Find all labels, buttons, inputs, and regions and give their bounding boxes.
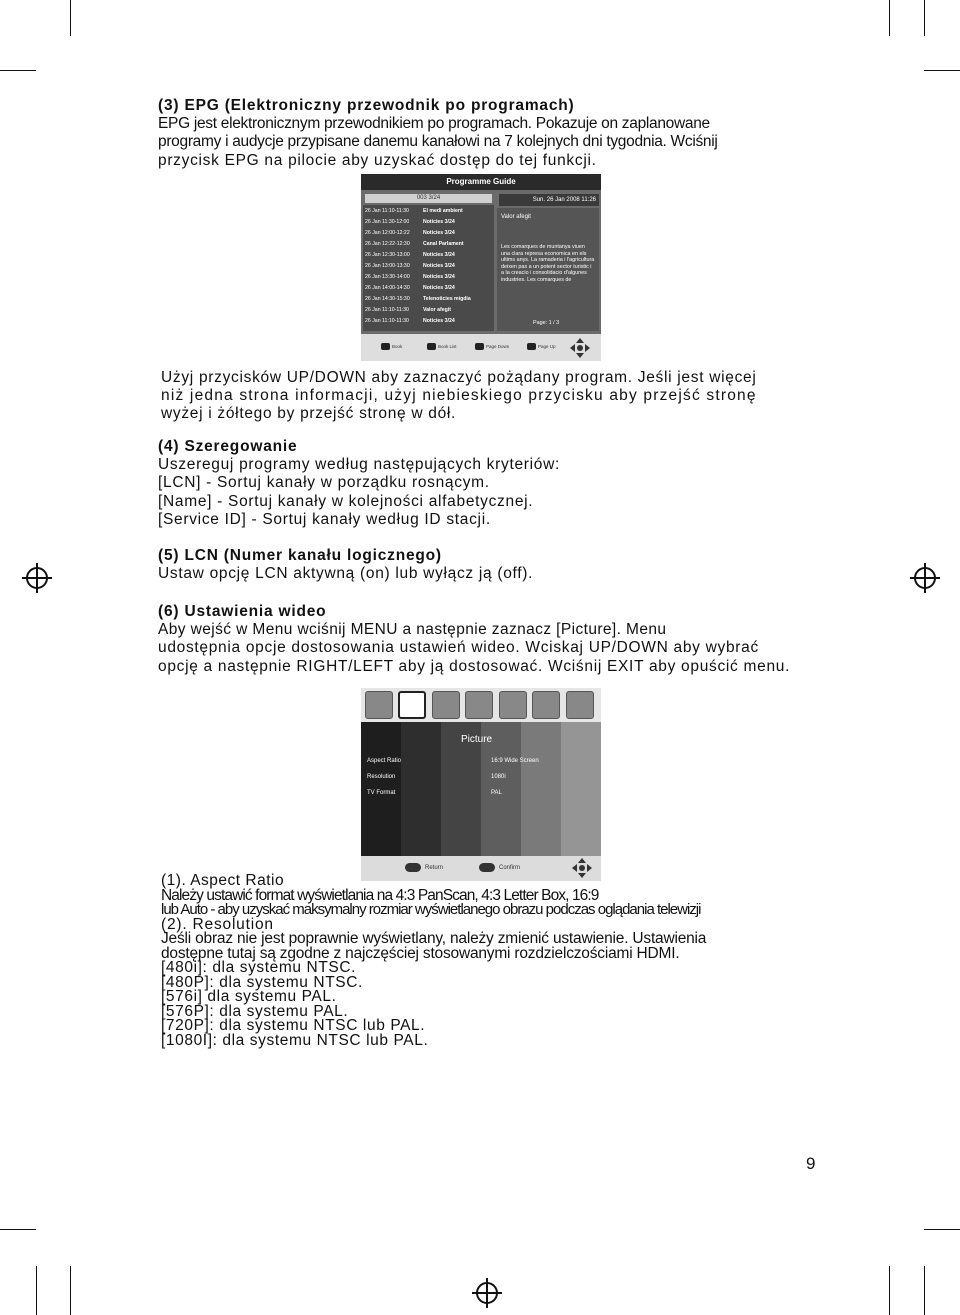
- setting-value: 16:9 Wide Screen: [491, 758, 539, 764]
- note-line: [1080I]: dla systemu NTSC lub PAL.: [161, 1031, 429, 1049]
- section-lcn: [158, 547, 858, 583]
- paragraph-line: Uszereguj programy według następujących kryteriów:: [158, 456, 560, 474]
- crop-mark: [889, 1266, 890, 1315]
- ok-key-icon: [479, 863, 495, 872]
- return-hint: Return: [405, 863, 443, 874]
- epg-info-panel: [497, 208, 599, 331]
- list-item: 26 Jan 11:10-11:30 Noticies 3/24: [365, 318, 455, 324]
- note-line: [576P]: dla systemu PAL.: [161, 1002, 349, 1020]
- clock-icon: [465, 691, 493, 719]
- note-line: lub Auto - aby uzyskać maksymalny rozmiar wyświetlanego obrazu podczas oglądania telewizji: [161, 901, 701, 918]
- epg-page-down-button: Page Down: [475, 342, 509, 352]
- crop-mark: [70, 1266, 71, 1315]
- list-item: 26 Jan 14:30-15:30 Telenoticies migdia: [365, 296, 471, 302]
- paragraph-line: [LCN] - Sortuj kanały w porządku rosnącym.: [158, 474, 490, 492]
- list-item: 26 Jan 11:10-11:30 Valor afegit: [365, 307, 451, 313]
- paragraph-line: niż jedna strona informacji, użyj niebieskiego przycisku aby przejść stronę: [161, 387, 757, 405]
- setting-value: PAL: [491, 790, 502, 796]
- paragraph-line: EPG jest elektronicznym przewodnikiem po programach. Pokazuje on zaplanowane: [158, 115, 710, 133]
- menu-icon-bar: [361, 688, 601, 722]
- crop-mark: [924, 1229, 960, 1230]
- epg-book-list-button: Book List: [427, 342, 457, 352]
- setting-label: Resolution: [367, 774, 396, 780]
- paragraph-line: [Service ID] - Sortuj kanały według ID stacji.: [158, 510, 491, 528]
- note-heading: (2). Resolution: [161, 915, 274, 933]
- epg-usage-paragraph: [161, 369, 861, 424]
- section-heading: (6) Ustawienia wideo: [158, 603, 327, 620]
- book-key-icon: [381, 343, 390, 350]
- section-sorting: [158, 438, 858, 529]
- registration-mark-icon: [472, 1278, 502, 1308]
- list-item: 26 Jan 12:22-12:30 Canal Parlament: [365, 241, 464, 247]
- section-heading: (4) Szeregowanie: [158, 438, 298, 455]
- settings-gear-icon: [499, 691, 527, 719]
- epg-channel: 003 3/24: [365, 194, 492, 203]
- resolution-notes: [161, 874, 861, 1048]
- list-item: 26 Jan 12:30-13:00 Noticies 3/24: [365, 252, 455, 258]
- epg-datetime: Sun. 26 Jan 2008 11:26: [499, 194, 599, 206]
- list-item: 26 Jan 11:10-11:30 El medi ambient: [365, 208, 463, 214]
- list-item: 26 Jan 12:00-12:22 Noticies 3/24: [365, 230, 455, 236]
- paragraph-line: przycisk EPG na pilocie aby uzyskać dostęp do tej funkcji.: [158, 151, 597, 169]
- setting-label: TV Format: [367, 790, 396, 796]
- note-line: [720P]: dla systemu NTSC lub PAL.: [161, 1017, 426, 1034]
- crop-mark: [0, 70, 36, 71]
- section-video-settings: [158, 603, 858, 676]
- paragraph-line: Aby wejść w Menu wciśnij MENU a następnie zaznacz [Picture]. Menu: [158, 621, 667, 639]
- note-line: dostępne tutaj są zgodne z najczęściej stosowanymi rozdzielczościami HDMI.: [161, 944, 680, 962]
- paragraph-line: opcję a następnie RIGHT/LEFT aby ją dostosować. Wciśnij EXIT aby opuścić menu.: [158, 657, 791, 675]
- epg-footer: [361, 334, 601, 361]
- epg-page-indicator: Page: 1 / 3: [533, 320, 560, 326]
- paragraph-line: Ustaw opcję LCN aktywną (on) lub wyłącz ją (off).: [158, 565, 534, 583]
- page-down-key-icon: [475, 343, 484, 350]
- picture-menu-body: [361, 722, 601, 856]
- tools-icon: [532, 691, 560, 719]
- page-number: 9: [806, 1154, 816, 1173]
- crop-mark: [924, 0, 925, 36]
- epg-screenshot: [361, 174, 601, 361]
- usb-icon: [566, 691, 594, 719]
- satellite-icon: [432, 691, 460, 719]
- section-heading: (5) LCN (Numer kanału logicznego): [158, 547, 442, 564]
- registration-mark-icon: [22, 563, 52, 593]
- paragraph-line: [Name] - Sortuj kanały w kolejności alfabetycznej.: [158, 492, 534, 510]
- crop-mark: [70, 0, 71, 36]
- dpad-icon: [569, 337, 591, 359]
- list-item: 26 Jan 13:30-14:00 Noticies 3/24: [365, 274, 455, 280]
- paragraph-line: udostępnia opcje dostosowania ustawień wideo. Wciskaj UP/DOWN aby wybrać: [158, 639, 759, 657]
- note-line: [480i]: dla systemu NTSC.: [161, 959, 357, 976]
- note-line: [576i] dla systemu PAL.: [161, 988, 337, 1005]
- paragraph-line: wyżej i żółtego by przejść stronę w dół.: [161, 405, 457, 423]
- epg-info-description: Les comarques de muntanya viuen una clara represa economica en els ultims anys. La ramaderia i l'agricultura deixen pas a un potent sector turistic i a la creacio i consolidacio d'algunes industries. Les comarques de: [501, 244, 595, 283]
- paragraph-line: Użyj przycisków UP/DOWN aby zaznaczyć pożądany program. Jeśli jest więcej: [161, 369, 757, 386]
- registration-mark-icon: [910, 563, 940, 593]
- note-line: Jeśli obraz nie jest poprawnie wyświetlany, należy zmienić ustawienie. Ustawienia: [161, 930, 707, 947]
- list-item: 26 Jan 11:30-12:00 Noticies 3/24: [365, 219, 455, 225]
- note-line: [480P]: dla systemu NTSC.: [161, 973, 363, 991]
- section-epg: [158, 97, 858, 170]
- menu-title: Picture: [461, 734, 493, 745]
- epg-book-button: Book: [381, 342, 402, 352]
- book-list-key-icon: [427, 343, 436, 350]
- setting-value: 1080i: [491, 774, 506, 780]
- picture-menu-screenshot: [361, 688, 601, 881]
- list-item: 26 Jan 13:00-13:30 Noticies 3/24: [365, 263, 455, 269]
- crop-mark: [0, 1229, 36, 1230]
- setting-label: Aspect Ratio: [367, 758, 402, 764]
- crop-mark: [924, 70, 960, 71]
- epg-info-title: Valor afegit: [501, 214, 531, 220]
- confirm-hint: Confirm: [479, 863, 520, 874]
- crop-mark: [889, 0, 890, 36]
- paragraph-line: programy i audycje przypisane danemu kanałowi na 7 kolejnych dni tygodnia. Wciśnij: [158, 133, 718, 151]
- epg-title: Programme Guide: [361, 174, 601, 190]
- page-up-key-icon: [527, 343, 536, 350]
- exit-key-icon: [405, 863, 421, 872]
- picture-icon: [398, 691, 426, 719]
- epg-page-up-button: Page Up: [527, 342, 556, 352]
- tv-icon: [365, 691, 393, 719]
- section-heading: (3) EPG (Elektroniczny przewodnik po programach): [158, 97, 575, 114]
- note-line: Należy ustawić format wyświetlania na 4:3 PanScan, 4:3 Letter Box, 16:9: [161, 886, 599, 904]
- crop-mark: [924, 1266, 925, 1315]
- crop-mark: [36, 1266, 37, 1315]
- list-item: 26 Jan 14:00-14:30 Noticies 3/24: [365, 285, 455, 291]
- epg-programme-list: [363, 205, 494, 331]
- note-heading: (1). Aspect Ratio: [161, 872, 285, 889]
